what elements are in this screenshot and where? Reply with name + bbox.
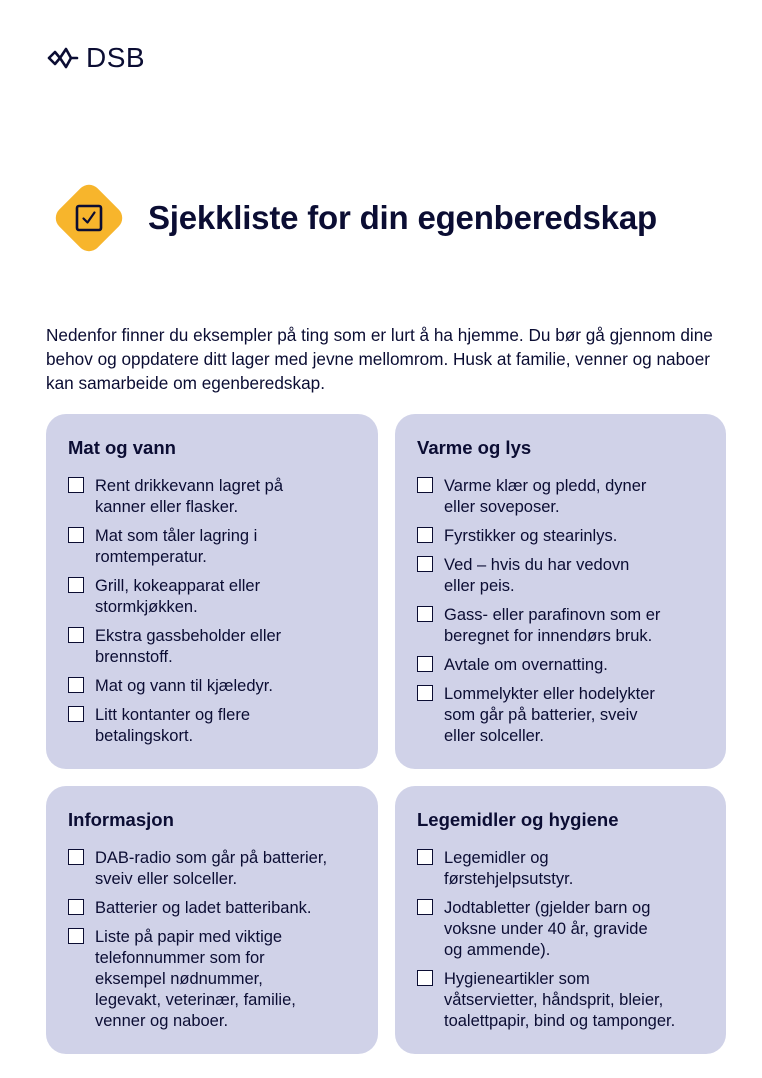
card-informasjon (46, 786, 378, 1054)
checkbox[interactable] (417, 899, 433, 915)
checklist-item (68, 526, 356, 568)
checklist-item (68, 705, 356, 747)
checklist-item-label: Legemidler og førstehjelpsutstyr. (444, 849, 574, 888)
checkbox[interactable] (68, 706, 84, 722)
checklist-item (417, 848, 704, 890)
checklist-item-label: Mat og vann til kjæledyr. (95, 677, 273, 695)
checkbox[interactable] (417, 656, 433, 672)
checklist-item-label: Hygieneartikler som våtservietter, håndsprit, bleier, toalettpapir, bind og tamponger. (444, 970, 676, 1030)
checklist-item-label: Grill, kokeapparat eller stormkjøkken. (95, 577, 261, 616)
checklist (68, 476, 356, 747)
card-varme-og-lys (395, 414, 726, 769)
checklist-item-label: Gass- eller parafinovn som er beregnet for innendørs bruk. (444, 606, 661, 645)
card-legemidler-og-hygiene (395, 786, 726, 1054)
checklist-item-label: Batterier og ladet batteribank. (95, 899, 312, 917)
checklist-item (68, 927, 356, 1032)
checklist-item-label: Jodtabletter (gjelder barn og voksne under 40 år, gravide og ammende). (444, 899, 651, 959)
checklist-item-label: Fyrstikker og stearinlys. (444, 527, 618, 545)
title-row (46, 175, 657, 261)
intro-text: Nedenfor finner du eksempler på ting som er lurt å ha hjemme. Du bør gå gjennom dine behov og oppdatere ditt lager med jevne mellomrom. Husk at familie, venner og naboer kan samarbeide om egenberedskap. (46, 325, 713, 394)
page-title: Sjekkliste for din egenberedskap (148, 199, 657, 236)
checkbox[interactable] (68, 577, 84, 593)
checklist-item-label: Rent drikkevann lagret på kanner eller flasker. (95, 477, 284, 516)
checklist-item-label: Litt kontanter og flere betalingskort. (95, 706, 251, 745)
checklist-item (68, 676, 356, 697)
checkbox[interactable] (417, 606, 433, 622)
card-title: Informasjon (68, 809, 174, 830)
checklist-item-label: Lommelykter eller hodelykter som går på batterier, sveiv eller solceller. (444, 685, 655, 745)
checklist (417, 476, 704, 747)
checkbox[interactable] (68, 477, 84, 493)
checklist-item (68, 576, 356, 618)
checklist-item (417, 969, 704, 1032)
card-title: Varme og lys (417, 437, 532, 458)
dsb-logo (46, 42, 145, 74)
checklist-item-label: Varme klær og pledd, dyner eller soveposer. (444, 477, 647, 516)
checkbox[interactable] (68, 527, 84, 543)
checklist-item (417, 476, 704, 518)
checkbox[interactable] (68, 627, 84, 643)
checkbox[interactable] (417, 477, 433, 493)
checklist-item (417, 605, 704, 647)
checklist-icon (46, 175, 132, 261)
checkbox[interactable] (68, 849, 84, 865)
checkbox[interactable] (417, 527, 433, 543)
checkbox[interactable] (68, 899, 84, 915)
checkbox[interactable] (417, 970, 433, 986)
checklist-item (417, 898, 704, 961)
checklist-item-label: DAB-radio som går på batterier, sveiv eller solceller. (95, 849, 328, 888)
checklist-item-label: Avtale om overnatting. (444, 656, 608, 674)
checklist (68, 848, 356, 1032)
checklist-item-label: Liste på papir med viktige telefonnummer som for eksempel nødnummer, legevakt, veterinær, familie, venner og naboer. (95, 928, 296, 1030)
dsb-logo-icon (46, 43, 80, 73)
checkbox[interactable] (68, 928, 84, 944)
checklist-item (68, 848, 356, 890)
checklist-item-label: Mat som tåler lagring i romtemperatur. (95, 527, 258, 566)
card-title: Mat og vann (68, 437, 176, 458)
checklist-item (417, 655, 704, 676)
brand-name: DSB (86, 42, 146, 73)
checklist-item (68, 898, 356, 919)
checklist-item (417, 684, 704, 747)
checkbox[interactable] (417, 849, 433, 865)
checkbox[interactable] (417, 556, 433, 572)
checklist (417, 848, 704, 1032)
checkbox[interactable] (417, 685, 433, 701)
checkbox[interactable] (68, 677, 84, 693)
checklist-item-label: Ekstra gassbeholder eller brennstoff. (95, 627, 282, 666)
checklist-item (417, 555, 704, 597)
checklist-item-label: Ved – hvis du har vedovn eller peis. (444, 556, 630, 595)
checklist-item (68, 476, 356, 518)
checklist-item (417, 526, 704, 547)
checklist-item (68, 626, 356, 668)
card-title: Legemidler og hygiene (417, 809, 619, 830)
card-mat-og-vann (46, 414, 378, 769)
